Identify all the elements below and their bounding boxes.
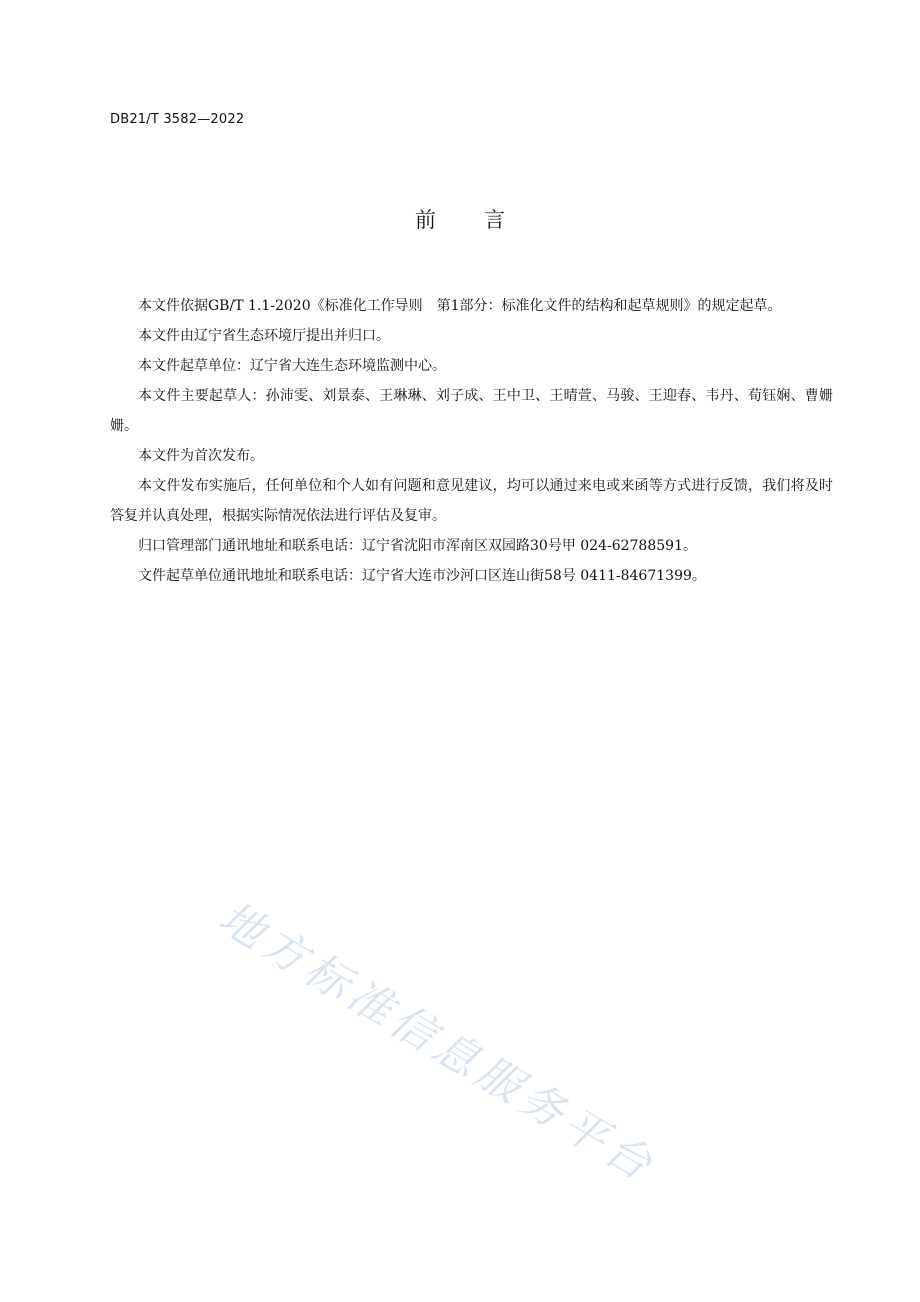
watermark: 地方标准信息服务平台: [209, 891, 665, 1194]
paragraph-basis: 本文件依据GB/T 1.1-2020《标准化工作导则 第1部分：标准化文件的结构和起草规则》的规定起草。: [138, 298, 782, 314]
paragraph-drafter-contact: 文件起草单位通讯地址和联系电话：辽宁省大连市沙河口区连山街58号 0411-84671399。: [138, 568, 706, 584]
paragraph-first-release: 本文件为首次发布。: [138, 448, 264, 464]
page-title: [0, 204, 920, 234]
paragraph-drafters: 本文件主要起草人：孙沛雯、刘景泰、王琳琳、刘子成、王中卫、王晴萱、马骏、王迎春、韦丹、荀钰娴、曹姗姗。: [110, 388, 833, 434]
paragraph-proposer: 本文件由辽宁省生态环境厅提出并归口。: [138, 328, 390, 344]
document-code: DB21/T 3582—2022: [110, 112, 245, 127]
foreword-body: [110, 291, 833, 591]
paragraph-feedback: 本文件发布实施后，任何单位和个人如有问题和意见建议，均可以通过来电或来函等方式进行反馈，我们将及时答复并认真处理，根据实际情况依法进行评估及复审。: [110, 478, 833, 524]
paragraph-admin-contact: 归口管理部门通讯地址和联系电话：辽宁省沈阳市浑南区双园路30号甲 024-62788591。: [138, 538, 697, 554]
title-char-2: 言: [484, 208, 505, 232]
paragraph-drafting-unit: 本文件起草单位：辽宁省大连生态环境监测中心。: [138, 358, 446, 374]
title-char-1: 前: [415, 208, 436, 232]
